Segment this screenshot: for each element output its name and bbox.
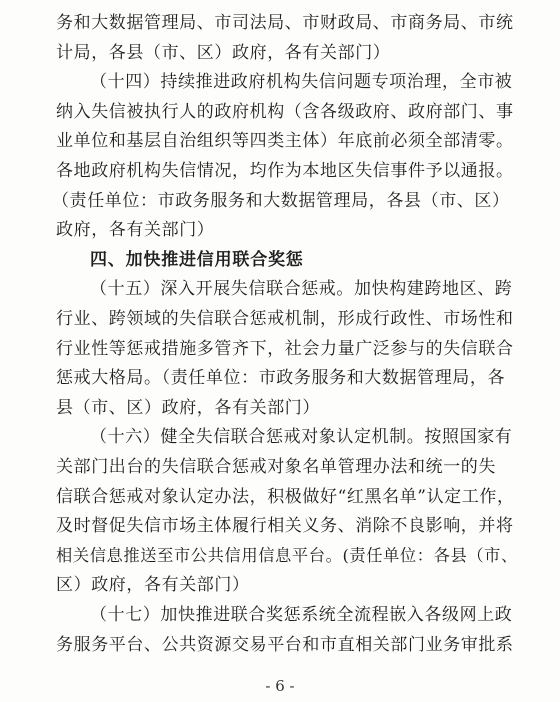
- body-line: 政府，各有关部门）: [56, 220, 215, 241]
- body-line: 相关信息推送至市公共信用信息平台。(责任单位：各县（市、: [56, 545, 518, 565]
- body-line: （责任单位：市政务服务和大数据管理局，各县（市、区）: [52, 190, 510, 211]
- body-line: 务和大数据管理局、市司法局、市财政局、市商务局、市统: [56, 13, 514, 33]
- body-line: 计局，各县（市、区）政府，各有关部门）: [56, 42, 391, 63]
- body-line: 各地政府机构失信情况，均作为本地区失信事件予以通报。: [56, 161, 514, 181]
- body-line: 纳入失信被执行人的政府机构（含各级政府、政府部门、事: [56, 101, 514, 122]
- body-line: 业单位和基层自治组织等四类主体）年底前必须全部清零。: [56, 131, 514, 152]
- body-line: 惩戒大格局。（责任单位：市政务服务和大数据管理局，各: [56, 368, 506, 389]
- body-line: 区）政府，各有关部门）: [56, 575, 250, 596]
- body-line: 及时督促失信市场主体履行相关义务、消除不良影响，并将: [56, 516, 514, 537]
- body-line: 行业、跨领域的失信联合惩戒机制，形成行政性、市场性和: [56, 309, 514, 329]
- page-number: - 6 -: [265, 677, 295, 695]
- body-line: （十七）加快推进联合奖惩系统全流程嵌入各级网上政: [90, 605, 513, 625]
- body-line: 关部门出台的失信联合惩戒对象名单管理办法和统一的失: [56, 457, 496, 477]
- section-heading: 四、加快推进信用联合奖惩: [90, 249, 304, 270]
- body-line: （十五）深入开展失信联合惩戒。加快构建跨地区、跨: [90, 279, 513, 300]
- body-line: 务服务平台、公共资源交易平台和市直相关部门业务审批系: [56, 634, 514, 655]
- body-line: 信联合惩戒对象认定办法，积极做好“红黑名单”认定工作，: [56, 486, 515, 507]
- body-line: 县（市、区）政府，各有关部门）: [56, 397, 320, 418]
- body-line: （十四）持续推进政府机构失信问题专项治理，全市被: [90, 72, 513, 93]
- body-line: （十六）健全失信联合惩戒对象认定机制。按照国家有: [90, 427, 513, 448]
- body-line: 行业性等惩戒措施多管齐下，社会力量广泛参与的失信联合: [56, 338, 514, 359]
